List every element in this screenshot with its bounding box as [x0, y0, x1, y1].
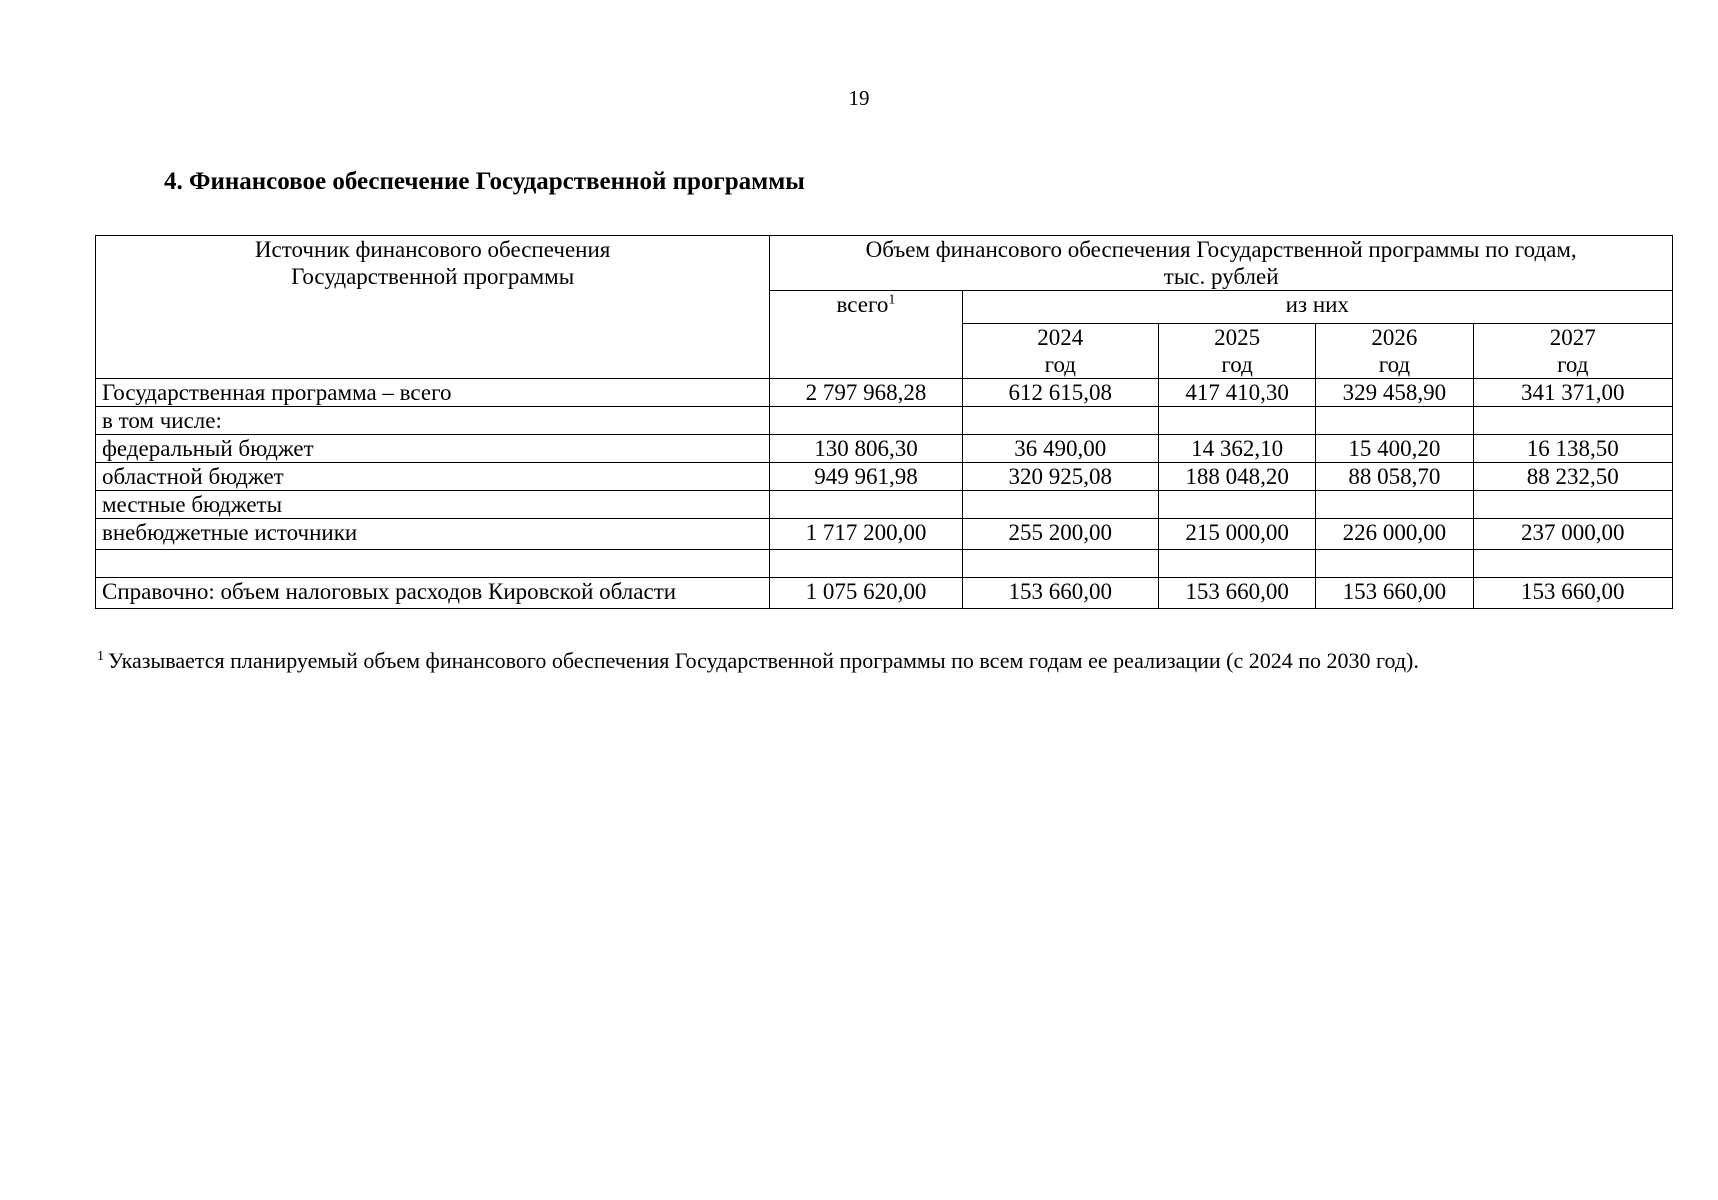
cell-2027: 16 138,50: [1473, 435, 1672, 463]
cell-2025: [1158, 491, 1315, 519]
row-label: внебюджетные источники: [96, 519, 770, 550]
cell-2027: [1473, 550, 1672, 578]
footnote-mark: 1: [888, 292, 896, 308]
financing-table: [95, 235, 1673, 609]
cell-2026: [1316, 407, 1473, 435]
table-row: [96, 578, 1673, 609]
header-volume: [770, 236, 1673, 291]
cell-total: 1 717 200,00: [770, 519, 962, 550]
footnote-number: 1: [97, 648, 104, 664]
cell-2025: 153 660,00: [1158, 578, 1315, 609]
cell-total: [770, 491, 962, 519]
cell-2027: 88 232,50: [1473, 463, 1672, 491]
table-row: [96, 463, 1673, 491]
year-unit: год: [1557, 352, 1589, 377]
cell-2026: 88 058,70: [1316, 463, 1473, 491]
table-row: [96, 491, 1673, 519]
cell-2024: 36 490,00: [962, 435, 1158, 463]
table-row: [96, 435, 1673, 463]
row-label: местные бюджеты: [96, 491, 770, 519]
cell-2027: [1473, 491, 1672, 519]
header-year-2026: [1316, 324, 1473, 379]
cell-2024: [962, 550, 1158, 578]
cell-2026: 226 000,00: [1316, 519, 1473, 550]
row-label: [96, 550, 770, 578]
cell-total: 130 806,30: [770, 435, 962, 463]
cell-2027: 341 371,00: [1473, 379, 1672, 407]
header-volume-line1: Объем финансового обеспечения Государственной программы по годам,: [865, 237, 1577, 262]
header-source-column: [96, 236, 770, 379]
year-label: 2027: [1549, 325, 1596, 350]
cell-2025: [1158, 550, 1315, 578]
year-unit: год: [1378, 352, 1411, 377]
cell-2027: [1473, 407, 1672, 435]
cell-2025: 215 000,00: [1158, 519, 1315, 550]
cell-2026: 153 660,00: [1316, 578, 1473, 609]
cell-total: 949 961,98: [770, 463, 962, 491]
footnote-text: Указывается планируемый объем финансового обеспечения Государственной программы по всем годам ее реализации (с 2024 по 2030 год).: [108, 648, 1419, 673]
header-total-label: всего: [836, 292, 889, 317]
header-year-2024: [962, 324, 1158, 379]
cell-2025: 417 410,30: [1158, 379, 1315, 407]
table-row: [96, 550, 1673, 578]
row-label: в том числе:: [96, 407, 770, 435]
header-source-line1: Источник финансового обеспечения: [254, 237, 611, 262]
cell-2025: [1158, 407, 1315, 435]
cell-2026: 329 458,90: [1316, 379, 1473, 407]
cell-total: [770, 550, 962, 578]
header-year-2027: [1473, 324, 1672, 379]
footnote: [97, 648, 1419, 674]
cell-2027: 237 000,00: [1473, 519, 1672, 550]
header-volume-line2: тыс. рублей: [1163, 264, 1279, 289]
section-title: 4. Финансовое обеспечение Государственной программы: [164, 168, 805, 195]
row-label: Государственная программа – всего: [96, 379, 770, 407]
cell-2026: 15 400,20: [1316, 435, 1473, 463]
header-of-them: из них: [962, 291, 1672, 324]
header-total: [770, 291, 962, 379]
year-label: 2026: [1371, 325, 1418, 350]
cell-total: 2 797 968,28: [770, 379, 962, 407]
table-row: [96, 407, 1673, 435]
row-label: областной бюджет: [96, 463, 770, 491]
row-label: федеральный бюджет: [96, 435, 770, 463]
cell-2024: [962, 491, 1158, 519]
year-label: 2024: [1037, 325, 1084, 350]
table-row: [96, 379, 1673, 407]
year-unit: год: [1221, 352, 1253, 377]
year-label: 2025: [1214, 325, 1261, 350]
cell-2026: [1316, 491, 1473, 519]
cell-total: 1 075 620,00: [770, 578, 962, 609]
cell-2026: [1316, 550, 1473, 578]
table-row: [96, 519, 1673, 550]
header-source-line2: Государственной программы: [291, 264, 575, 289]
year-unit: год: [1044, 352, 1076, 377]
cell-2024: [962, 407, 1158, 435]
cell-2025: 14 362,10: [1158, 435, 1315, 463]
cell-total: [770, 407, 962, 435]
page-number: 19: [848, 86, 870, 110]
cell-2024: 153 660,00: [962, 578, 1158, 609]
cell-2024: 320 925,08: [962, 463, 1158, 491]
header-year-2025: [1158, 324, 1315, 379]
cell-2025: 188 048,20: [1158, 463, 1315, 491]
cell-2024: 255 200,00: [962, 519, 1158, 550]
cell-2027: 153 660,00: [1473, 578, 1672, 609]
row-label: Справочно: объем налоговых расходов Кировской области: [96, 578, 770, 609]
cell-2024: 612 615,08: [962, 379, 1158, 407]
